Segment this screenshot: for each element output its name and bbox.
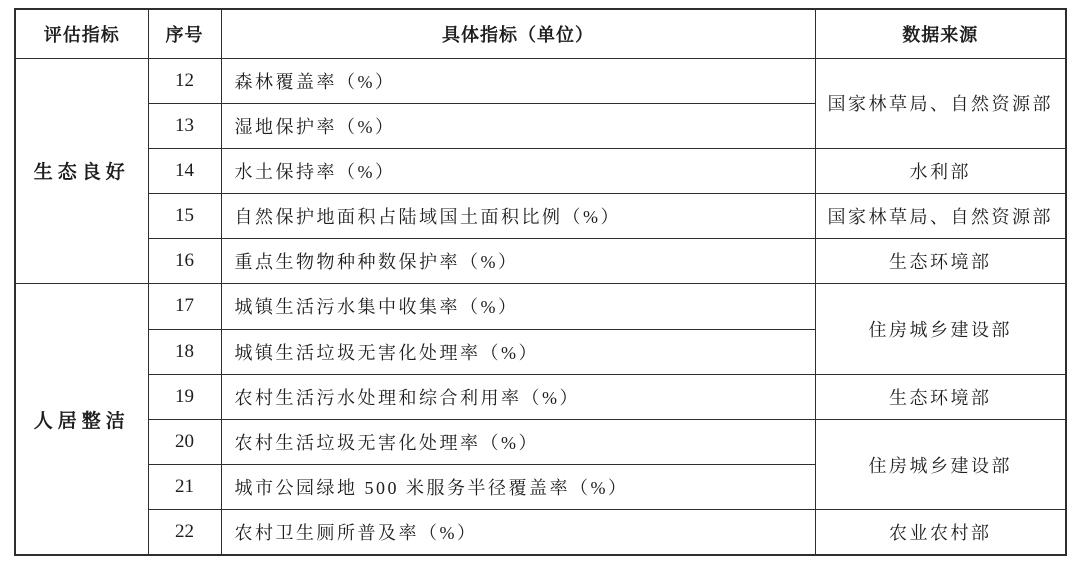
header-specific-indicator: 具体指标（单位）	[221, 9, 815, 58]
serial-number-cell: 16	[148, 239, 221, 284]
serial-number-cell: 17	[148, 284, 221, 329]
table-header-row	[15, 9, 1066, 58]
serial-number-cell: 18	[148, 329, 221, 374]
indicator-cell: 自然保护地面积占陆域国土面积比例（%）	[221, 194, 815, 239]
table-row	[15, 239, 1066, 284]
indicator-cell: 重点生物物种种数保护率（%）	[221, 239, 815, 284]
indicator-cell: 森林覆盖率（%）	[221, 58, 815, 103]
data-source-cell: 住房城乡建设部	[815, 284, 1066, 374]
data-source-cell: 住房城乡建设部	[815, 419, 1066, 509]
serial-number-cell: 13	[148, 103, 221, 148]
indicator-table	[14, 8, 1067, 556]
serial-number-cell: 22	[148, 510, 221, 555]
table-row	[15, 284, 1066, 329]
table-row	[15, 374, 1066, 419]
table-row	[15, 510, 1066, 555]
data-source-cell: 生态环境部	[815, 239, 1066, 284]
indicator-cell: 城市公园绿地 500 米服务半径覆盖率（%）	[221, 465, 815, 510]
indicator-cell: 农村生活垃圾无害化处理率（%）	[221, 419, 815, 464]
category-cell: 生态良好	[15, 58, 148, 284]
header-data-source: 数据来源	[815, 9, 1066, 58]
table-row	[15, 419, 1066, 464]
data-source-cell: 国家林草局、自然资源部	[815, 194, 1066, 239]
header-serial-number: 序号	[148, 9, 221, 58]
data-source-cell: 水利部	[815, 148, 1066, 193]
indicator-cell: 农村卫生厕所普及率（%）	[221, 510, 815, 555]
header-evaluation-indicator: 评估指标	[15, 9, 148, 58]
serial-number-cell: 15	[148, 194, 221, 239]
serial-number-cell: 19	[148, 374, 221, 419]
table-body	[15, 58, 1066, 555]
data-source-cell: 生态环境部	[815, 374, 1066, 419]
indicator-cell: 农村生活污水处理和综合利用率（%）	[221, 374, 815, 419]
indicator-cell: 水土保持率（%）	[221, 148, 815, 193]
category-cell: 人居整洁	[15, 284, 148, 555]
serial-number-cell: 20	[148, 419, 221, 464]
data-source-cell: 农业农村部	[815, 510, 1066, 555]
table-row	[15, 148, 1066, 193]
serial-number-cell: 12	[148, 58, 221, 103]
serial-number-cell: 21	[148, 465, 221, 510]
indicator-cell: 城镇生活污水集中收集率（%）	[221, 284, 815, 329]
table-row	[15, 58, 1066, 103]
table-row	[15, 194, 1066, 239]
serial-number-cell: 14	[148, 148, 221, 193]
data-source-cell: 国家林草局、自然资源部	[815, 58, 1066, 148]
indicator-cell: 城镇生活垃圾无害化处理率（%）	[221, 329, 815, 374]
indicator-cell: 湿地保护率（%）	[221, 103, 815, 148]
